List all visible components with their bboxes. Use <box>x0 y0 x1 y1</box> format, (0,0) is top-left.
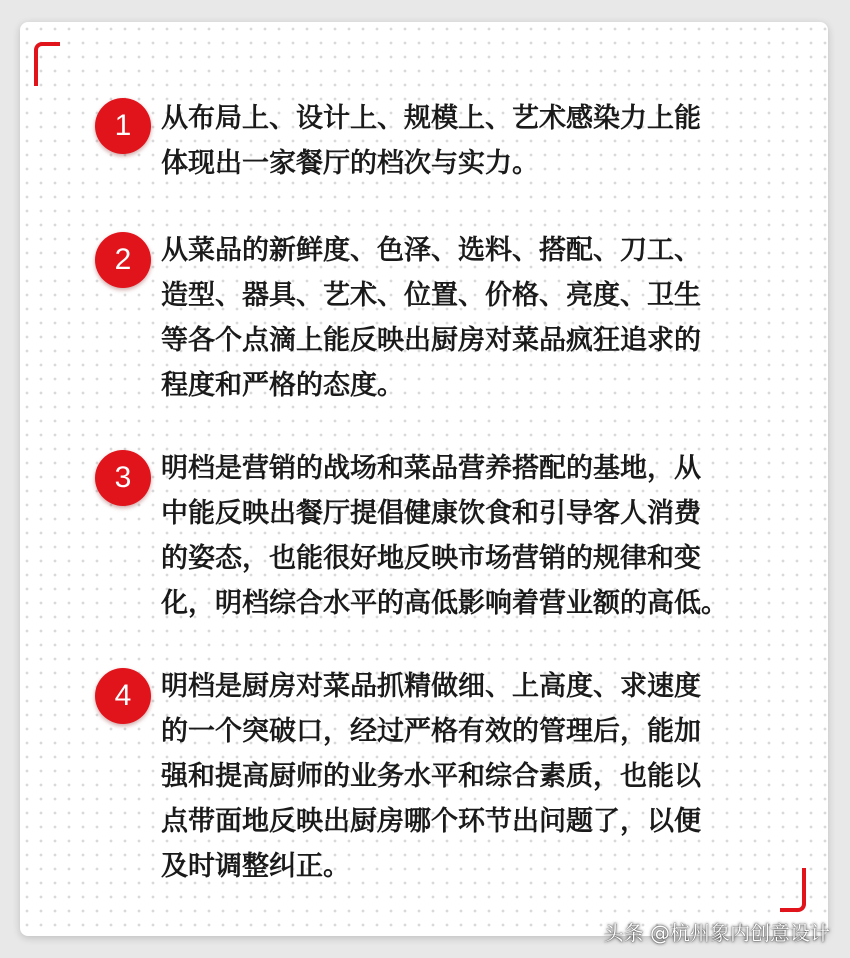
text-line: 化，明档综合水平的高低影响着营业额的高低。 <box>161 588 728 619</box>
content-card <box>20 22 828 936</box>
text-line: 点带面地反映出厨房哪个环节出问题了，以便 <box>161 806 701 837</box>
text-line: 及时调整纠正。 <box>161 851 350 882</box>
text-line: 造型、器具、艺术、位置、价格、亮度、卫生 <box>161 280 701 311</box>
text-line: 程度和严格的态度。 <box>161 370 404 401</box>
text-line: 体现出一家餐厅的档次与实力。 <box>161 148 539 179</box>
item-text <box>161 446 815 626</box>
text-line: 的姿态，也能很好地反映市场营销的规律和变 <box>161 543 701 574</box>
text-line: 强和提高厨师的业务水平和综合素质，也能以 <box>161 761 701 792</box>
number-badge: 2 <box>95 232 151 288</box>
text-line: 从菜品的新鲜度、色泽、选料、搭配、刀工、 <box>161 235 701 266</box>
number-badge: 3 <box>95 450 151 506</box>
watermark: 头条 @杭州象内创意设计 <box>603 921 830 945</box>
text-line: 明档是厨房对菜品抓精做细、上高度、求速度 <box>161 671 701 702</box>
item-text <box>161 228 815 408</box>
item-text <box>161 96 815 186</box>
corner-bracket-top-left <box>34 42 60 86</box>
item-text <box>161 664 815 889</box>
number-badge: 4 <box>95 668 151 724</box>
text-line: 从布局上、设计上、规模上、艺术感染力上能 <box>161 103 701 134</box>
text-line: 等各个点滴上能反映出厨房对菜品疯狂追求的 <box>161 325 701 356</box>
text-line: 的一个突破口，经过严格有效的管理后，能加 <box>161 716 701 747</box>
text-line: 明档是营销的战场和菜品营养搭配的基地，从 <box>161 453 701 484</box>
text-line: 中能反映出餐厅提倡健康饮食和引导客人消费 <box>161 498 701 529</box>
number-badge: 1 <box>95 98 151 154</box>
